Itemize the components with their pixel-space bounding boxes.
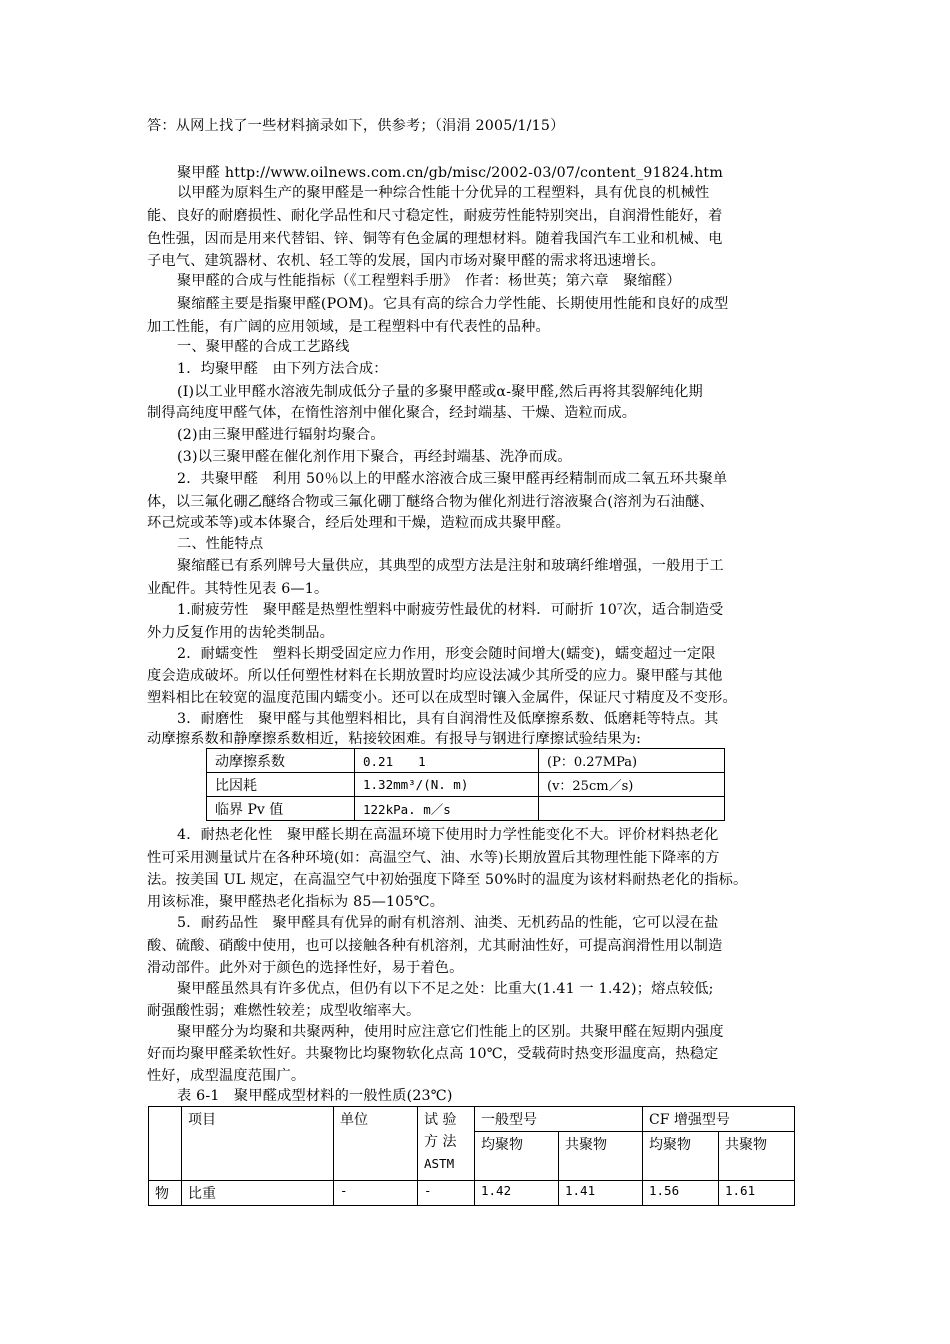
method-label-line: 试 验 [424, 1112, 457, 1128]
subsection-heading: 3．耐磨性 聚甲醛与其他塑料相比，具有自润滑性及低摩擦系数、低磨耗等特点。其 [177, 711, 719, 727]
section-heading: 一、聚甲醛的合成工艺路线 [177, 339, 350, 355]
paragraph-line: 法。按美国 UL 规定，在高温空气中初始强度下降至 50%时的温度为该材料耐热老化的指标。 [147, 872, 748, 888]
paragraph-line: (3)以三聚甲醛在催化剂作用下聚合，再经封端基、洗净而成。 [177, 449, 572, 465]
paragraph-line: 用该标准，聚甲醛热老化指标为 85—105℃。 [147, 894, 445, 910]
paragraph-line: 塑料相比在较宽的温度范围内蠕变小。还可以在成型时镶入金属件，保证尺寸精度及不变形。 [147, 690, 737, 706]
paragraph-line: 酸、硫酸、硝酸中使用，也可以接触各种有机溶剂，尤其耐油性好，可提高润滑性用以制造 [147, 938, 723, 954]
table-header-cell: 均聚物 [643, 1132, 719, 1181]
paragraph-line: 性可采用测量试片在各种环境(如：高温空气、油、水等)长期放置后其物理性能下降率的方 [147, 850, 720, 866]
table-cell: 动摩擦系数 [207, 749, 355, 773]
paragraph-line: 子电气、建筑器材、农机、轻工等的发展，国内市场对聚甲醛的需求将迅速增长。 [147, 253, 665, 269]
paragraph-line: 耐强酸性弱；难燃性较差；成型收缩率大。 [147, 1003, 421, 1019]
table-cell: 1.56 [643, 1181, 719, 1206]
table-cell: 比因耗 [207, 773, 355, 797]
paragraph-line: 动摩擦系数和静摩擦系数相近，粘接较困难。有报导与钢进行摩擦试验结果为: [147, 731, 642, 747]
table-cell: - [418, 1181, 475, 1206]
table-cell: 临界 Pv 值 [207, 797, 355, 821]
table-header-row [149, 1107, 795, 1132]
table-row [149, 1181, 795, 1206]
table-cell: 0.21 1 [355, 749, 539, 773]
subsection-heading: 2．耐蠕变性 塑料长期受固定应力作用，形变会随时间增大(蠕变)，蠕变超过一定限 [177, 646, 716, 662]
paragraph-line: (I)以工业甲醛水溶液先制成低分子量的多聚甲醛或α-聚甲醛,然后再将其裂解纯化期 [177, 384, 703, 400]
table-cell: 122kPa. m／s [355, 797, 539, 821]
paragraph-line: 聚缩醛主要是指聚甲醛(POM)。它具有高的综合力学性能、长期使用性能和良好的成型 [177, 296, 729, 312]
paragraph-line: 性好，成型温度范围广。 [147, 1068, 306, 1084]
table-cell: (v：25cm／s) [539, 773, 725, 797]
paragraph-line: 体，以三氟化硼乙醚络合物或三氟化硼丁醚络合物为催化剂进行溶液聚合(溶剂为石油醚、 [147, 494, 714, 510]
table-header-cell: 一般型号 [475, 1107, 643, 1132]
subsection-heading: 4．耐热老化性 聚甲醛长期在高温环境下使用时力学性能变化不大。评价材料热老化 [177, 827, 719, 843]
paragraph-line: (2)由三聚甲醛进行辐射均聚合。 [177, 427, 385, 443]
paragraph-line: 聚甲醛虽然具有许多优点，但仍有以下不足之处：比重大(1.41 一 1.42)；熔点较低; [177, 981, 714, 997]
table-header-cell: 单位 [334, 1107, 418, 1181]
method-label-line: 方 法 [424, 1134, 457, 1150]
subsection-heading: 1．均聚甲醛 由下列方法合成： [177, 361, 388, 377]
table-row [207, 773, 725, 797]
table-cell: 1.41 [559, 1181, 643, 1206]
table-header-cell: 共聚物 [559, 1132, 643, 1181]
paragraph-line: 业配件。其特性见表 6—1。 [147, 581, 329, 597]
method-label-line: ASTM [424, 1156, 455, 1171]
table-caption: 表 6-1 聚甲醛成型材料的一般性质(23℃) [177, 1088, 453, 1104]
paragraph-line: 以甲醛为原料生产的聚甲醛是一种综合性能十分优异的工程塑料，具有优良的机械性 [177, 185, 710, 201]
table-cell: 比重 [182, 1181, 334, 1206]
paragraph-line: 滑动部件。此外对于颜色的选择性好，易于着色。 [147, 960, 464, 976]
subsection-heading: 2．共聚甲醛 利用 50％以上的甲醛水溶液合成三聚甲醛再经精制而成二氧五环共聚单 [177, 471, 728, 487]
table-cell: (P：0.27MPa) [539, 749, 725, 773]
table-cell: - [334, 1181, 418, 1206]
source-link-line: 聚甲醛 http://www.oilnews.com.cn/gb/misc/2002-03/07/content_91824.htm [177, 165, 723, 181]
table-header-cell: 均聚物 [475, 1132, 559, 1181]
table-header-cell: CF 增强型号 [643, 1107, 795, 1132]
table-cell: 1.42 [475, 1181, 559, 1206]
answer-heading: 答：从网上找了一些材料摘录如下，供参考；（涓涓 2005/1/15） [147, 118, 565, 134]
subsection-heading: 1.耐疲劳性 聚甲醛是热塑性塑料中耐疲劳性最优的材料．可耐折 10⁷次，适合制造受 [177, 602, 724, 618]
table-cell: 1.32mm³/(N. m) [355, 773, 539, 797]
table-cell: 物 [149, 1181, 182, 1206]
table-cell [539, 797, 725, 821]
properties-table [148, 1106, 795, 1206]
paragraph-line: 能、良好的耐磨损性、耐化学品性和尺寸稳定性，耐疲劳性能特别突出，自润滑性能好，着 [147, 208, 723, 224]
table-header-cell [418, 1107, 475, 1181]
friction-test-table [206, 748, 725, 821]
table-cell: 1.61 [719, 1181, 795, 1206]
section-reference: 聚甲醛的合成与性能指标（《工程塑料手册》 作者：杨世英；第六章 聚缩醛） [177, 273, 681, 289]
paragraph-line: 聚缩醛已有系列牌号大量供应，其典型的成型方法是注射和玻璃纤维增强，一般用于工 [177, 558, 724, 574]
table-header-cell: 项目 [182, 1107, 334, 1181]
section-heading: 二、性能特点 [177, 536, 264, 552]
table-row [207, 797, 725, 821]
paragraph-line: 度会造成破坏。所以任何塑性材料在长期放置时均应设法减少其所受的应力。聚甲醛与其他 [147, 668, 723, 684]
paragraph-line: 制得高纯度甲醛气体，在惰性溶剂中催化聚合，经封端基、干燥、造粒而成。 [147, 405, 637, 421]
subsection-heading: 5．耐药品性 聚甲醛具有优异的耐有机溶剂、油类、无机药品的性能，它可以浸在盐 [177, 915, 719, 931]
table-header-cell: 共聚物 [719, 1132, 795, 1181]
paragraph-line: 外力反复作用的齿轮类制品。 [147, 625, 335, 641]
paragraph-line: 聚甲醛分为均聚和共聚两种，使用时应注意它们性能上的区别。共聚甲醛在短期内强度 [177, 1024, 724, 1040]
table-cell [149, 1107, 182, 1181]
paragraph-line: 好而均聚甲醛柔软性好。共聚物比均聚物软化点高 10℃，受载荷时热变形温度高，热稳定 [147, 1046, 719, 1062]
paragraph-line: 加工性能，有广阔的应用领域，是工程塑料中有代表性的品种。 [147, 319, 550, 335]
table-row [207, 749, 725, 773]
paragraph-line: 色性强，因而是用来代替铝、锌、铜等有色金属的理想材料。随着我国汽车工业和机械、电 [147, 231, 723, 247]
paragraph-line: 环己烷或苯等)或本体聚合，经后处理和干燥，造粒而成共聚甲醛。 [147, 515, 570, 531]
